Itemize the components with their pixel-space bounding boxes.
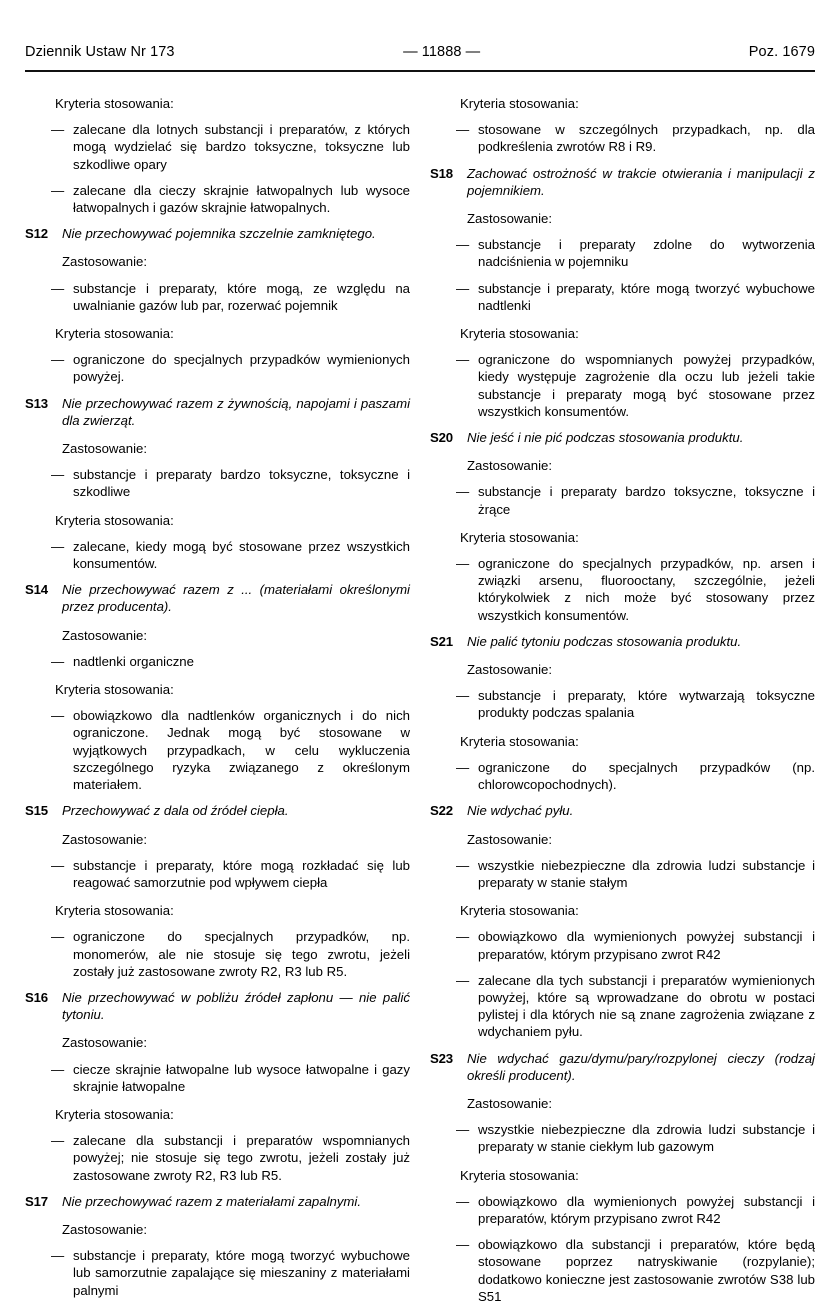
list-item-text: substancje i preparaty bardzo toksyczne, toksyczne i szkodliwe [73, 467, 410, 500]
phrase-code: S23 [430, 1050, 453, 1066]
phrase-text: Nie przechowywać razem z żywnością, napojami i paszami dla zwierząt. [62, 395, 410, 428]
list-item [25, 280, 410, 314]
safety-phrase-s16 [25, 989, 410, 1023]
em-dash-bullet-icon: — [456, 484, 470, 500]
em-dash-bullet-icon: — [456, 972, 470, 988]
phrase-text: Nie przechowywać w pobliżu źródeł zapłonu — nie palić tytoniu. [62, 989, 410, 1023]
em-dash-bullet-icon: — [51, 929, 65, 945]
em-dash-bullet-icon: — [51, 280, 65, 296]
safety-phrase-s12 [25, 225, 410, 242]
list-item [25, 466, 410, 500]
phrase-text: Nie przechowywać pojemnika szczelnie zamkniętego. [62, 226, 376, 242]
safety-phrase-s17 [25, 1193, 410, 1210]
em-dash-bullet-icon: — [456, 929, 470, 945]
criteria-label: Kryteria stosowania: [55, 96, 174, 111]
list-item-text: ciecze skrajnie łatwopalne lub wysoce łatwopalne i gazy skrajnie łatwopalne [73, 1061, 410, 1094]
criteria-label: Kryteria stosowania: [460, 1167, 579, 1183]
phrase-text: Nie przechowywać razem z materiałami zapalnymi. [62, 1193, 362, 1209]
phrase-code: S18 [430, 165, 453, 181]
phrase-text: Nie wdychać gazu/dymu/pary/rozpylonej cieczy (rodzaj określi producent). [467, 1050, 815, 1083]
list-item [25, 1247, 410, 1299]
phrase-text: Nie jeść i nie pić podczas stosowania produktu. [467, 430, 744, 446]
criteria-label: Kryteria stosowania: [460, 96, 579, 111]
list-item [25, 707, 410, 793]
list-item [430, 121, 815, 155]
list-item-text: zalecane dla lotnych substancji i preparatów, z których mogą wydzielać się bardzo toksyczne, toksyczne lub szkodliwe opary [73, 122, 410, 172]
list-item-text: substancje i preparaty, które mogą rozkładać się lub reagować samorzutnie pod wpływem ciepła [73, 857, 410, 890]
application-label: Zastosowanie: [62, 254, 148, 270]
list-item [25, 351, 410, 385]
phrase-text: Nie przechowywać razem z ... (materiałami określonymi przez producenta). [62, 582, 410, 615]
em-dash-bullet-icon: — [51, 352, 65, 368]
phrase-code: S14 [25, 582, 48, 598]
list-item-text: obowiązkowo dla wymienionych powyżej substancji i preparatów, którym przypisano zwrot R42 [478, 929, 815, 962]
safety-phrase-s18 [430, 165, 815, 199]
phrase-code: S13 [25, 395, 48, 411]
em-dash-bullet-icon: — [51, 1133, 65, 1149]
two-column-body [25, 86, 815, 1305]
list-item [430, 928, 815, 962]
safety-phrase-s15 [25, 802, 410, 819]
list-item-text: wszystkie niebezpieczne dla zdrowia ludzi substancje i preparaty w stanie stałym [478, 857, 815, 890]
safety-phrase-s20 [430, 429, 815, 446]
em-dash-bullet-icon: — [51, 122, 65, 138]
list-item-text: zalecane dla substancji i preparatów wspomnianych powyżej; nie stosuje się tego zwrotu, jeżeli zostały już zastosowane zwroty R2, R3 lub R5. [73, 1133, 410, 1183]
list-item [25, 857, 410, 891]
list-item [25, 121, 410, 173]
em-dash-bullet-icon: — [51, 708, 65, 724]
em-dash-bullet-icon: — [51, 653, 65, 669]
list-item-text: ograniczone do specjalnych przypadków, np. monomerów, ale nie stosuje się tego zwrotu, jeżeli zostały już zastosowane zwroty R2, R3 lub R5. [73, 929, 410, 979]
phrase-code: S12 [25, 226, 48, 242]
list-item [430, 280, 815, 314]
application-label: Zastosowanie: [467, 458, 553, 474]
application-label: Zastosowanie: [62, 831, 148, 847]
em-dash-bullet-icon: — [456, 352, 470, 368]
list-item-text: obowiązkowo dla wymienionych powyżej substancji i preparatów, którym przypisano zwrot R42 [478, 1193, 815, 1226]
em-dash-bullet-icon: — [51, 467, 65, 483]
em-dash-bullet-icon: — [456, 759, 470, 775]
application-label: Zastosowanie: [62, 1221, 148, 1237]
list-item [430, 351, 815, 420]
em-dash-bullet-icon: — [51, 538, 65, 554]
phrase-text: Nie wdychać pyłu. [467, 803, 574, 819]
list-item [25, 928, 410, 980]
header-item-number: Poz. 1679 [748, 44, 815, 60]
list-item-text: substancje i preparaty, które mogą tworzyć wybuchowe lub samorzutnie zapalające się mieszaniny z materiałami palnymi [73, 1248, 410, 1298]
em-dash-bullet-icon: — [456, 237, 470, 253]
list-item-text: ograniczone do wspomnianych powyżej przypadków, kiedy występuje zagrożenie dla oczu lub jeżeli takie substancje i preparaty mogą być stosowane przez wszystkich konsumentów. [478, 352, 815, 419]
safety-phrase-s14 [25, 581, 410, 615]
list-item-text: ograniczone do specjalnych przypadków wymienionych powyżej. [73, 352, 410, 385]
list-item-text: substancje i preparaty, które mogą tworzyć wybuchowe nadtlenki [478, 280, 815, 313]
list-item [430, 687, 815, 721]
list-item-text: stosowane w szczególnych przypadkach, np. dla podkreślenia zwrotów R8 i R9. [478, 122, 815, 155]
em-dash-bullet-icon: — [51, 857, 65, 873]
phrase-code: S22 [430, 803, 453, 819]
em-dash-bullet-icon: — [456, 688, 470, 704]
list-item-text: zalecane dla cieczy skrajnie łatwopalnych lub wysoce łatwopalnych i gazów skrajnie łatwopalnych. [73, 182, 410, 216]
list-item-text: substancje i preparaty, które wytwarzają toksyczne produkty podczas spalania [478, 688, 815, 721]
em-dash-bullet-icon: — [51, 1061, 65, 1077]
list-item-text: obowiązkowo dla nadtlenków organicznych i do nich ograniczone. Jednak mogą być stosowane w wyjątkowych przypadkach, w celu wykluczenia szczególnego ryzyka związanego z określonym materiałem. [73, 708, 410, 793]
phrase-code: S20 [430, 430, 453, 446]
header-divider-rule [25, 70, 815, 72]
list-item [430, 972, 815, 1041]
list-item-text: zalecane, kiedy mogą być stosowane przez wszystkich konsumentów. [73, 538, 410, 572]
list-item [25, 1132, 410, 1184]
phrase-code: S15 [25, 803, 48, 819]
criteria-label: Kryteria stosowania: [55, 512, 174, 528]
em-dash-bullet-icon: — [456, 1193, 470, 1209]
list-item [430, 483, 815, 517]
criteria-label: Kryteria stosowania: [460, 326, 579, 342]
em-dash-bullet-icon: — [51, 1248, 65, 1264]
list-item-text: zalecane dla tych substancji i preparatów wymienionych powyżej, które są wprowadzane do obrotu w postaci pylistej i dla których nie są znane zagrożenia związane z wdychaniem pyłu. [478, 972, 815, 1040]
header-publication-title: Dziennik Ustaw Nr 173 [25, 44, 175, 60]
list-item-text: wszystkie niebezpieczne dla zdrowia ludzi substancje i preparaty w stanie ciekłym lub gazowym [478, 1122, 815, 1155]
list-item [430, 555, 815, 624]
safety-phrase-s22 [430, 802, 815, 819]
em-dash-bullet-icon: — [456, 280, 470, 296]
criteria-label: Kryteria stosowania: [460, 903, 579, 919]
list-item-text: ograniczone do specjalnych przypadków (np. chlorowcopochodnych). [478, 759, 815, 793]
em-dash-bullet-icon: — [456, 1237, 470, 1253]
phrase-text: Przechowywać z dala od źródeł ciepła. [62, 803, 289, 819]
list-item [25, 1061, 410, 1095]
list-item-text: substancje i preparaty bardzo toksyczne, toksyczne i żrące [478, 484, 815, 517]
safety-phrase-s23 [430, 1050, 815, 1084]
em-dash-bullet-icon: — [456, 122, 470, 138]
safety-phrase-s21 [430, 633, 815, 650]
list-item [430, 236, 815, 270]
phrase-text: Zachować ostrożność w trakcie otwierania i manipulacji z pojemnikiem. [467, 165, 815, 198]
criteria-label: Kryteria stosowania: [55, 1106, 174, 1122]
list-item [25, 653, 410, 670]
list-item-text: substancje i preparaty, które mogą, ze względu na uwalnianie gazów lub par, rozerwać pojemnik [73, 280, 410, 313]
em-dash-bullet-icon: — [456, 556, 470, 572]
criteria-label: Kryteria stosowania: [55, 903, 174, 919]
list-item-text: obowiązkowo dla substancji i preparatów, które będą stosowane poprzez natryskiwanie (rozpylanie); dodatkowo konieczne jest zastosowanie zwrotów S38 lub S51 [478, 1237, 815, 1304]
phrase-code: S17 [25, 1193, 48, 1209]
list-item-text: substancje i preparaty zdolne do wytworzenia nadciśnienia w pojemniku [478, 237, 815, 270]
phrase-text: Nie palić tytoniu podczas stosowania produktu. [467, 633, 742, 649]
em-dash-bullet-icon: — [456, 857, 470, 873]
header-page-number: — 11888 — [403, 44, 481, 60]
em-dash-bullet-icon: — [456, 1122, 470, 1138]
safety-phrase-s13 [25, 395, 410, 429]
application-label: Zastosowanie: [62, 627, 148, 643]
criteria-label: Kryteria stosowania: [460, 733, 579, 749]
em-dash-bullet-icon: — [51, 182, 65, 198]
application-label: Zastosowanie: [467, 211, 553, 227]
application-label: Zastosowanie: [62, 1035, 148, 1051]
list-item [430, 1236, 815, 1305]
list-item [430, 1193, 815, 1227]
application-label: Zastosowanie: [467, 831, 553, 847]
list-item [430, 857, 815, 891]
list-item [430, 759, 815, 793]
application-label: Zastosowanie: [62, 441, 148, 457]
list-item [25, 182, 410, 216]
criteria-label: Kryteria stosowania: [55, 682, 174, 698]
phrase-code: S21 [430, 633, 453, 649]
left-column [25, 86, 410, 1299]
application-label: Zastosowanie: [467, 662, 553, 678]
criteria-label: Kryteria stosowania: [460, 529, 579, 545]
list-item-text: nadtlenki organiczne [73, 653, 194, 669]
list-item [25, 538, 410, 572]
page-header [25, 44, 815, 66]
criteria-label: Kryteria stosowania: [55, 326, 174, 342]
right-column [430, 86, 815, 1305]
list-item [430, 1121, 815, 1155]
phrase-code: S16 [25, 989, 48, 1005]
application-label: Zastosowanie: [467, 1095, 553, 1111]
list-item-text: ograniczone do specjalnych przypadków, np. arsen i związki arsenu, fluorooctany, szczególnie, jeżeli którykolwiek z nich może być stosowany przez wszystkich konsumentów. [478, 556, 815, 623]
